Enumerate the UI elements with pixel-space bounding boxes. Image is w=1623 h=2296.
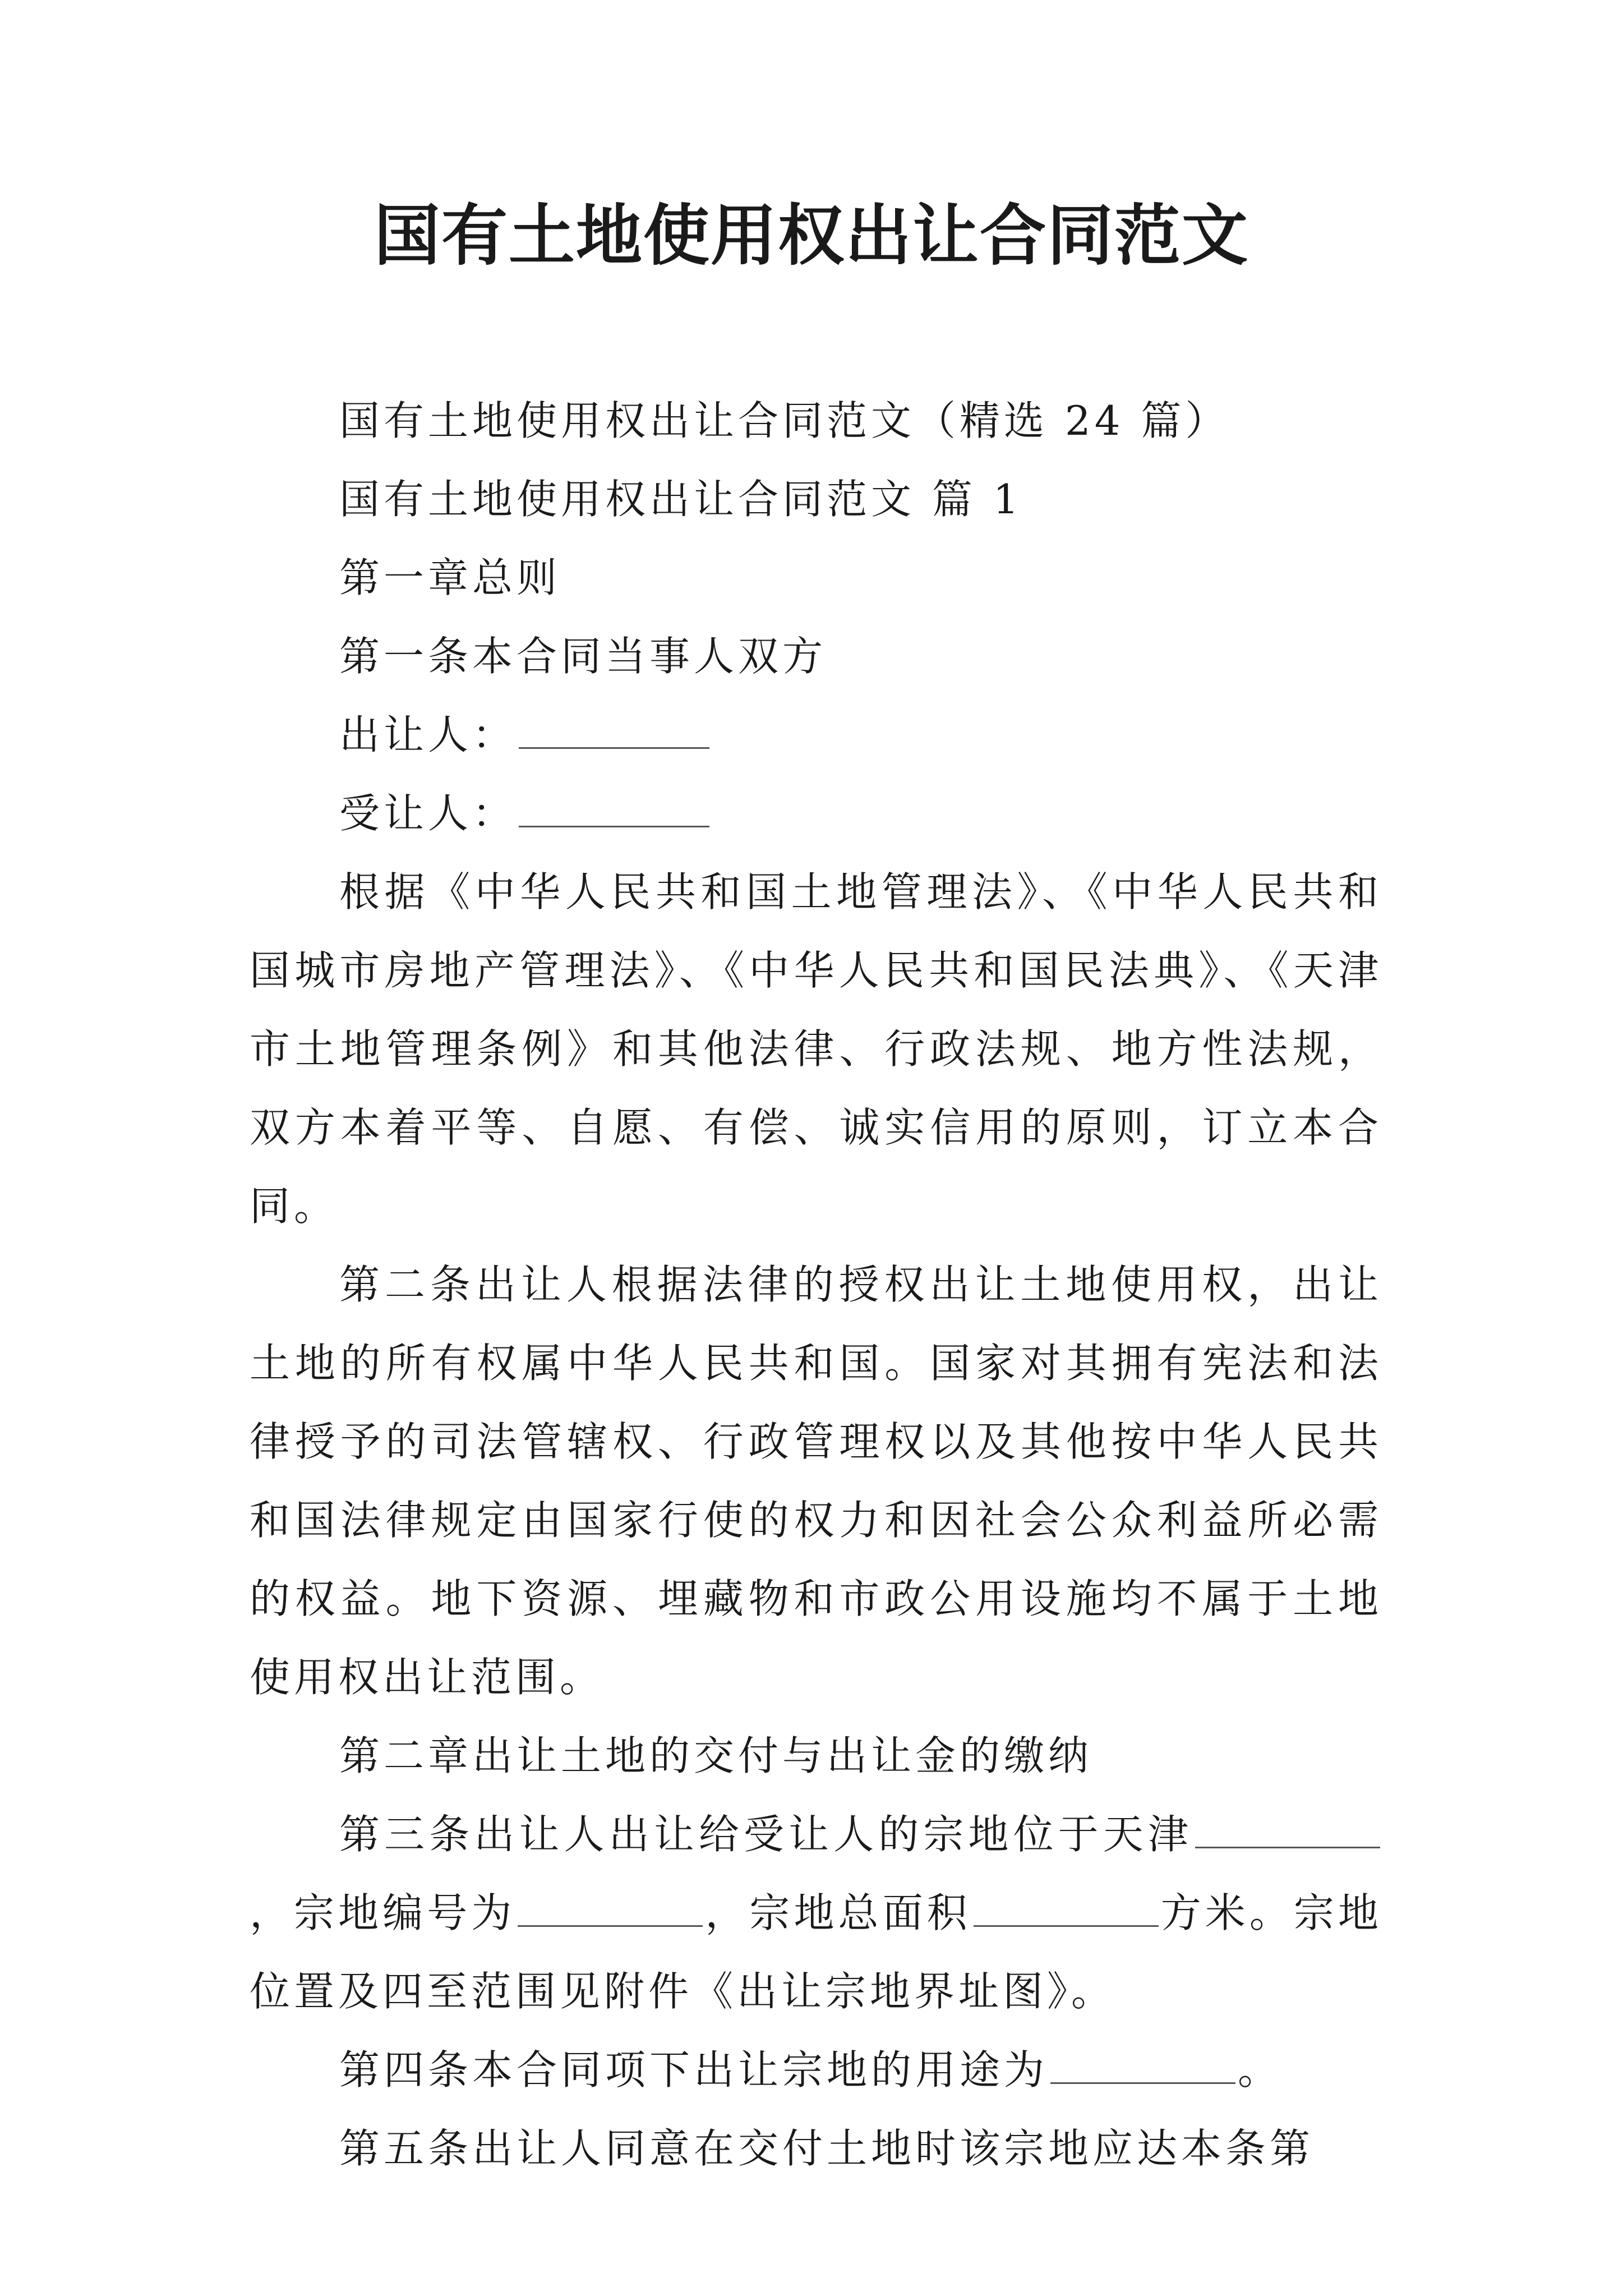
- transferor-label: 出让人：: [339, 711, 517, 758]
- clause-text: 第四条本合同项下出让宗地的用途为: [339, 2046, 1049, 2093]
- clause-paragraph: [250, 2031, 1382, 2109]
- article-heading: 国有土地使用权出让合同范文 篇 1: [339, 476, 1023, 523]
- clause-paragraph: 第二条出让人根据法律的授权出让土地使用权，出让土地的所有权属中华人民共和国。国家对其拥有宪法和法律授予的司法管辖权、行政管理权以及其他按中华人民共和国法律规定由国家行使的权力和因社会公众利益所必需的权益。地下资源、埋藏物和市政公用设施均不属于土地使用权出让范围。: [250, 1261, 1382, 1701]
- land-use-blank: [1050, 2042, 1235, 2084]
- clause-paragraph: 根据《中华人民共和国土地管理法》、《中华人民共和国城市房地产管理法》、《中华人民共和国民法典》、《天津市土地管理条例》和其他法律、行政法规、地方性法规，双方本着平等、自愿、有偿、诚实信用的原则，订立本合同。: [250, 868, 1382, 1230]
- transferee-blank: [519, 785, 709, 827]
- location-blank: [1195, 1806, 1380, 1848]
- clause-text: 第三条出让人出让给受让人的宗地位于天津: [339, 1811, 1193, 1858]
- transferor-line: [250, 696, 1382, 774]
- clause-paragraph: 第一条本合同当事人双方: [339, 633, 827, 680]
- area-blank: [974, 1885, 1159, 1927]
- clause-text: ，宗地编号为: [250, 1889, 516, 1936]
- chapter-heading: 第一章总则: [339, 554, 561, 601]
- transferee-label: 受让人：: [339, 790, 517, 837]
- chapter-heading: 第二章出让土地的交付与出让金的缴纳: [339, 1732, 1093, 1779]
- clause-text: 。: [1238, 2046, 1283, 2093]
- document-body: [250, 381, 1382, 2188]
- transferee-line: [250, 774, 1382, 853]
- parcel-number-blank: [518, 1885, 703, 1927]
- transferor-blank: [519, 707, 709, 749]
- document-title: 国有土地使用权出让合同范文: [374, 196, 1249, 274]
- clause-text: 方米。宗地位置及四至范围见附件《出让宗地界址图》。: [250, 1889, 1382, 2015]
- clause-paragraph: [250, 1795, 1382, 2031]
- clause-text: ，宗地总面积: [705, 1889, 971, 1936]
- subtitle-paragraph: 国有土地使用权出让合同范文（精选 24 篇）: [339, 397, 1230, 444]
- clause-paragraph: 第五条出让人同意在交付土地时该宗地应达本条第: [339, 2125, 1315, 2172]
